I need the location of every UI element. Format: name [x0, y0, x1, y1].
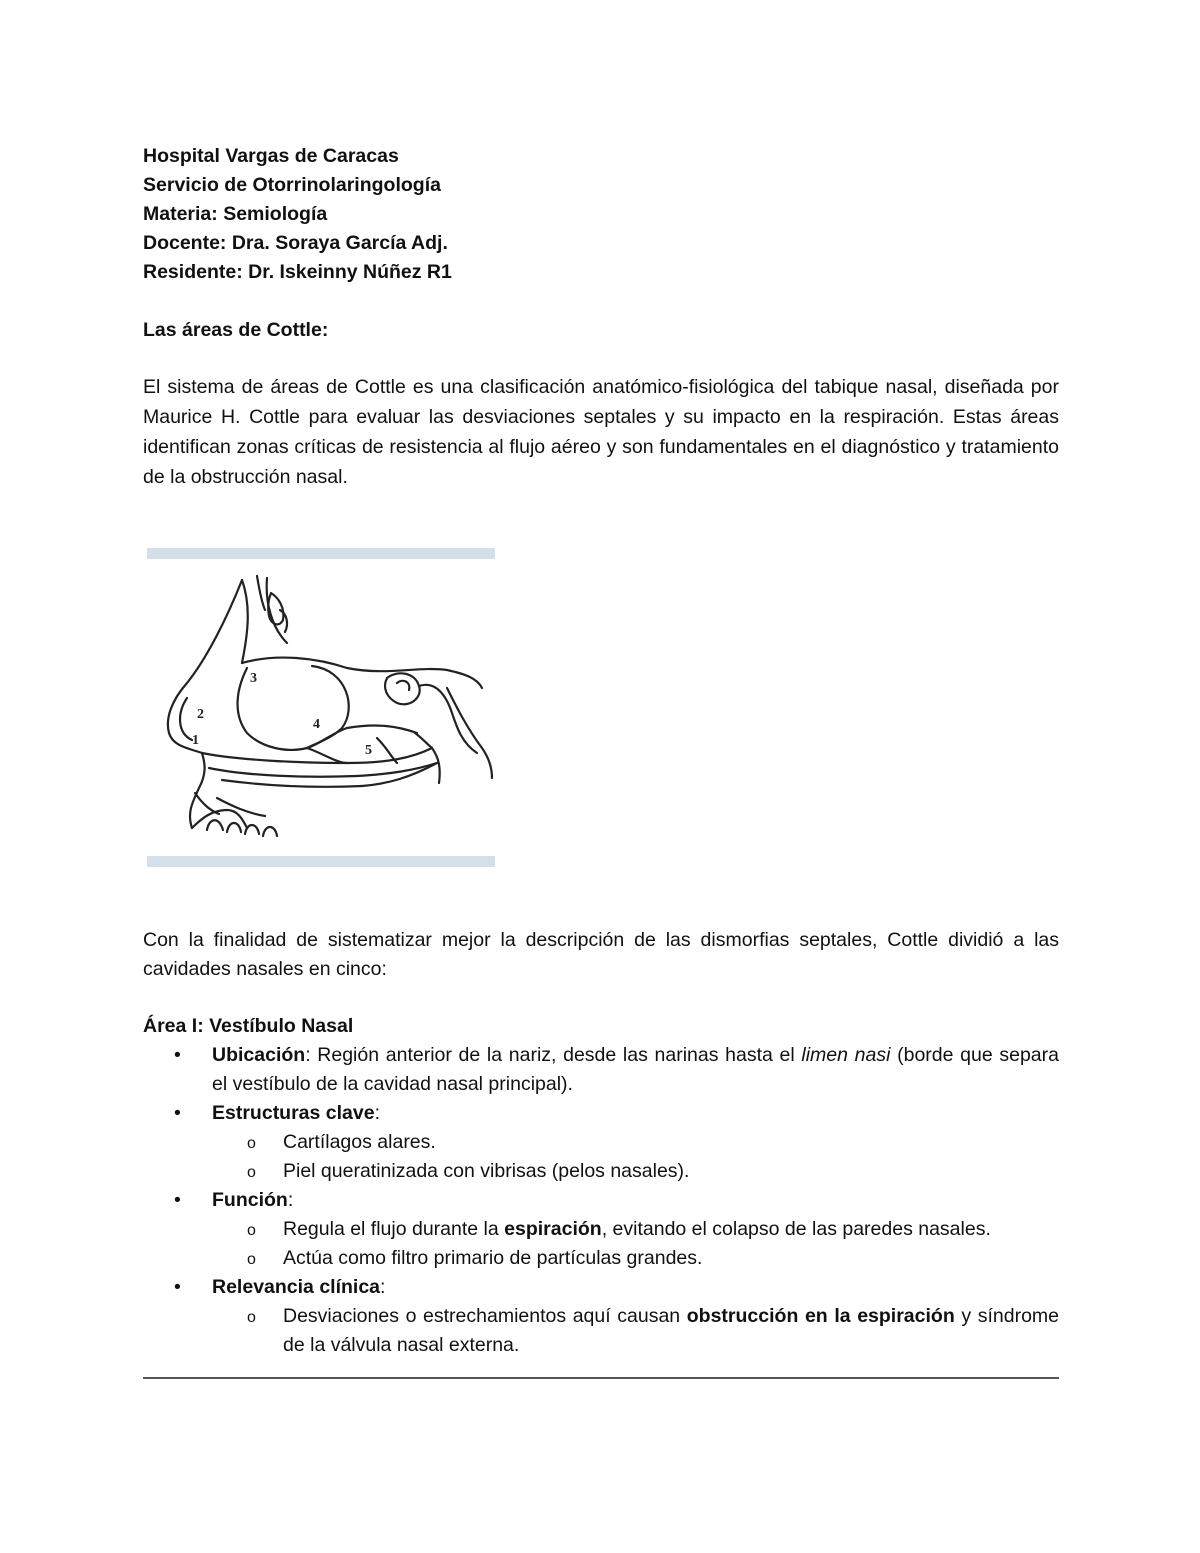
funcion-1-bold: espiración: [504, 1218, 602, 1240]
sub-item-funcion-2: [143, 1244, 1059, 1273]
funcion-2-text: Actúa como filtro primario de partículas grandes.: [283, 1247, 703, 1269]
colon: :: [374, 1102, 381, 1124]
division-paragraph: Con la finalidad de sistematizar mejor la descripción de las dismorfias septales, Cottle dividió a las cavidades nasales en cinco:: [143, 929, 1059, 980]
sub-item-estructura-1: [143, 1128, 1059, 1157]
colon: :: [287, 1189, 294, 1211]
sub-item-funcion-1: [143, 1215, 1059, 1244]
area-label-1: 1: [192, 733, 199, 748]
list-item-ubicacion: [143, 1041, 1059, 1099]
funcion-1-text-c: , evitando el colapso de las paredes nasales.: [601, 1218, 991, 1240]
service-name: Servicio de Otorrinolaringología: [143, 174, 441, 196]
relevancia-bold: obstrucción en la espiración: [686, 1305, 955, 1327]
sub-bullet: o: [247, 1309, 256, 1326]
area-label-4: 4: [313, 717, 320, 732]
list-item-funcion: [143, 1186, 1059, 1215]
document-header: [143, 142, 452, 287]
area-label-5: 5: [365, 743, 372, 758]
sub-bullet: o: [247, 1135, 256, 1152]
ubicacion-text-2: (borde que separa el vestíbulo de la cavidad nasal principal).: [212, 1044, 1059, 1095]
bullet-dot: •: [174, 1044, 181, 1066]
relevancia-text-c: y síndrome de la válvula nasal externa.: [283, 1305, 1060, 1356]
bullet-dot: •: [174, 1276, 181, 1298]
sub-item-estructura-2: [143, 1157, 1059, 1186]
sub-bullet: o: [247, 1164, 256, 1181]
area-1-list: [143, 1041, 1059, 1360]
estructura-2-text: Piel queratinizada con vibrisas (pelos nasales).: [283, 1160, 690, 1182]
figure-top-band: [147, 548, 495, 559]
intro-paragraph: El sistema de áreas de Cottle es una clasificación anatómico-fisiológica del tabique nasal, diseñada por Maurice H. Cottle para evaluar las desviaciones septales y su impacto en la respiración. Estas áreas identifican zonas críticas de resistencia al flujo aéreo y son fundamentales en el diagnóstico y tratamiento de la obstrucción nasal.: [143, 376, 1059, 488]
teacher-line: Docente: Dra. Soraya García Adj.: [143, 232, 448, 254]
sub-item-relevancia-1: [143, 1302, 1059, 1360]
estructuras-label: Estructuras clave: [212, 1102, 375, 1124]
subject-line: Materia: Semiología: [143, 203, 328, 225]
cottle-areas-figure: [147, 548, 495, 868]
bullet-dot: •: [174, 1102, 181, 1124]
hospital-name: Hospital Vargas de Caracas: [143, 145, 399, 167]
sub-bullet: o: [247, 1222, 256, 1239]
bullet-dot: •: [174, 1189, 181, 1211]
area-label-2: 2: [197, 707, 204, 722]
list-item-estructuras: [143, 1099, 1059, 1128]
estructura-1-text: Cartílagos alares.: [283, 1131, 436, 1153]
area-label-3: 3: [250, 671, 257, 686]
horizontal-rule: [143, 1377, 1059, 1379]
ubicacion-italic: limen nasi: [801, 1044, 891, 1066]
colon: :: [380, 1276, 386, 1298]
nasal-anatomy-drawing: [147, 548, 495, 868]
area-1-title: Área I: Vestíbulo Nasal: [143, 1015, 354, 1037]
relevancia-text-a: Desviaciones o estrechamientos aquí causan: [283, 1305, 687, 1327]
section-title: Las áreas de Cottle:: [143, 319, 329, 341]
ubicacion-label: Ubicación: [212, 1044, 306, 1066]
list-item-relevancia: [143, 1273, 1059, 1302]
funcion-label: Función: [212, 1189, 288, 1211]
funcion-1-text-a: Regula el flujo durante la: [283, 1218, 505, 1240]
resident-line: Residente: Dr. Iskeinny Núñez R1: [143, 261, 452, 283]
relevancia-label: Relevancia clínica: [212, 1276, 381, 1298]
sub-bullet: o: [247, 1251, 256, 1268]
figure-bottom-band: [147, 856, 495, 867]
ubicacion-text-1: : Región anterior de la nariz, desde las narinas hasta el: [305, 1044, 802, 1066]
